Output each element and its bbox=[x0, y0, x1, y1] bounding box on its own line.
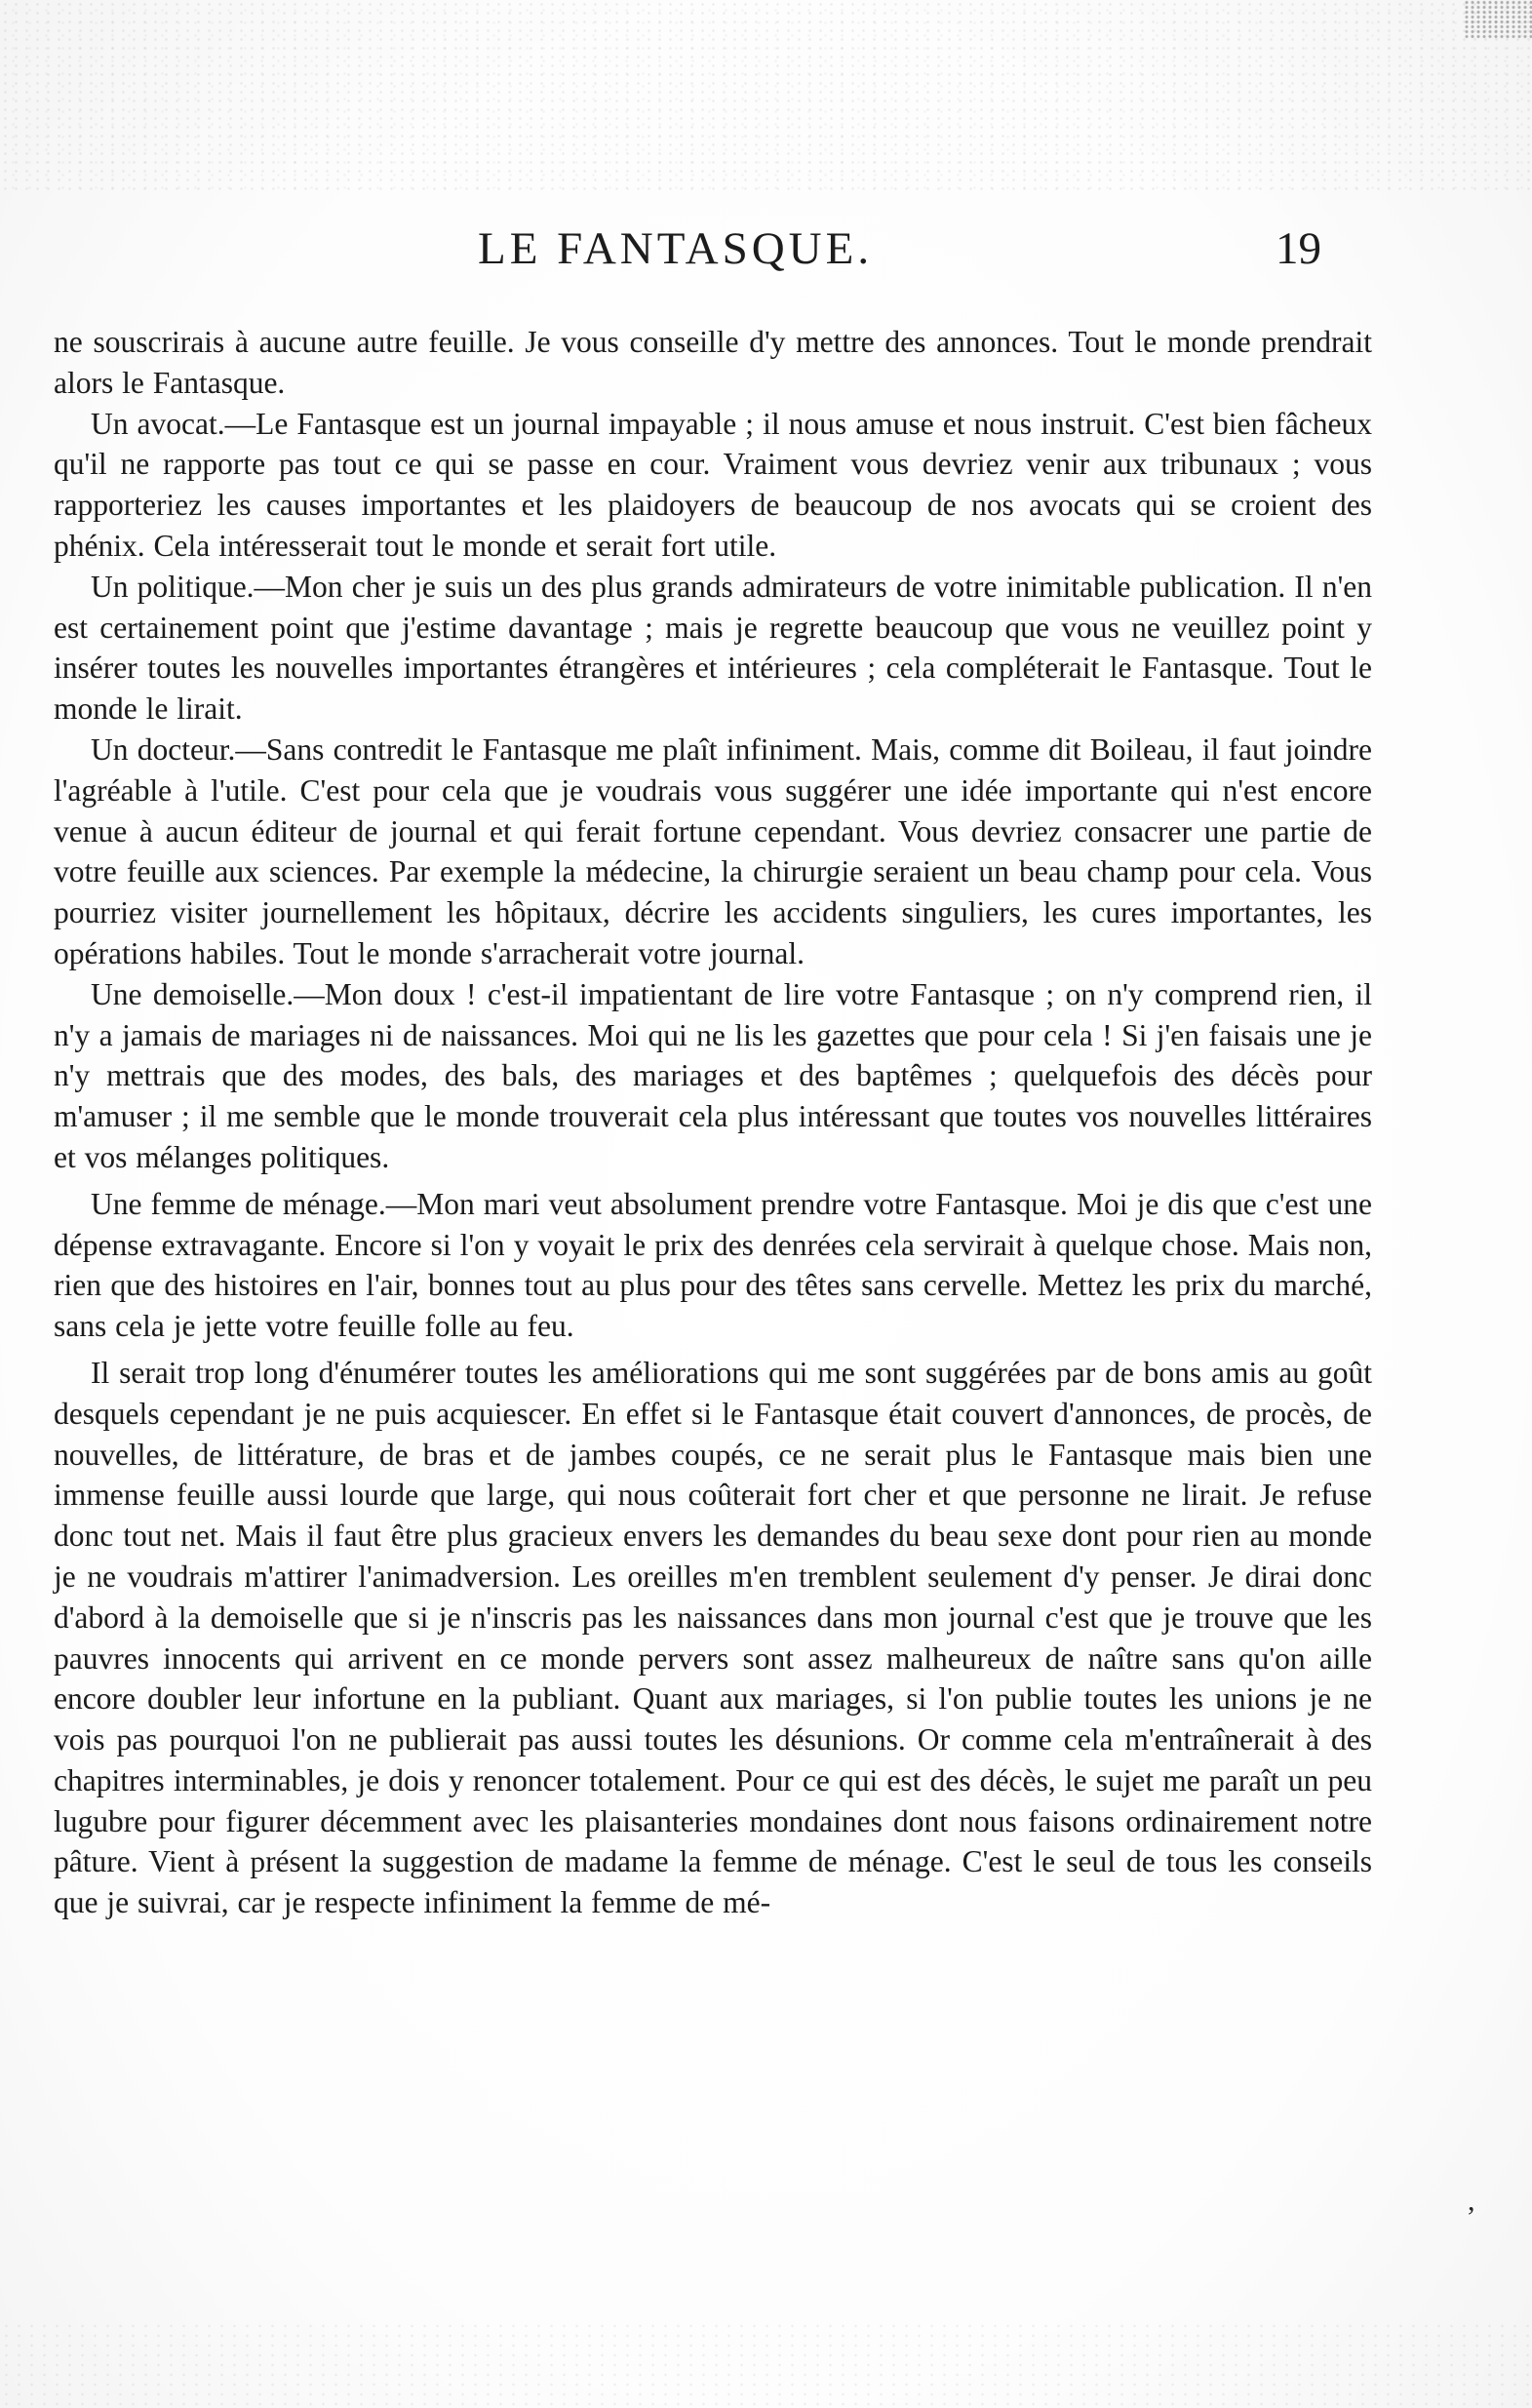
paragraph-politique: Un politique.—Mon cher je suis un des plus grands admirateurs de votre inimitable publication. Il n'en est certainement point que j'estime davantage ; mais je regrette beaucoup que vous ne veuillez point y insérer toutes les nouvelles importantes étrangères et intérieures ; cela compléterait le Fantasque. Tout le monde le lirait. bbox=[54, 569, 1372, 727]
paragraph-reponse: Il serait trop long d'énumérer toutes les améliorations qui me sont suggérées par de bons amis au goût desquels cependant je ne puis acquiescer. En effet si le Fantasque était couvert d'annonces, de procès, de nouvelles, de littérature, de bras et de jambes coupés, ce ne serait plus le Fantasque mais bien une immense feuille aussi lourde que large, qui nous coûterait fort cher et que personne ne lirait. Je refuse donc tout net. Mais il faut être plus gracieux envers les demandes du beau sexe dont pour rien au monde je ne voudrais m'attirer l'animadversion. Les oreilles m'en tremblent seulement d'y penser. Je dirai donc d'abord à la demoiselle que si je n'inscris pas les naissances dans mon journal c'est que je trouve que les pauvres innocents qui arrivent en ce monde pervers sont assez malheureux de naître sans qu'on aille encore doubler leur infortune en la publiant. Quant aux mariages, si l'on publie toutes les unions je ne vois pas pourquoi l'on ne publierait pas aussi toutes les désunions. Or comme cela m'entraînerait à des chapitres interminables, je dois y renoncer totalement. Pour ce qui est des décès, le sujet me paraît un peu lugubre pour figurer décemment avec les plaisanteries mondaines dont nous faisons ordinairement notre pâture. Vient à présent la suggestion de madame la femme de ménage. C'est le seul de tous les conseils que je suivrai, car je respecte infiniment la femme de mé- bbox=[54, 1355, 1372, 1920]
paragraph-demoiselle: Une demoiselle.—Mon doux ! c'est-il impatientant de lire votre Fantasque ; on n'y comprend rien, il n'y a jamais de mariages ni de naissances. Moi qui ne lis les gazettes que pour cela ! Si j'en faisais une je n'y mettrais que des modes, des bals, des mariages et des baptêmes ; quelquefois des décès pour m'amuser ; il me semble que le monde trouverait cela plus intéressant que toutes vos nouvelles littéraires et vos mélanges politiques. bbox=[54, 976, 1372, 1174]
paragraph-docteur: Un docteur.—Sans contredit le Fantasque me plaît infiniment. Mais, comme dit Boileau, il faut joindre l'agréable à l'utile. C'est pour cela que je voudrais vous suggérer une idée importante qui n'est encore venue à aucun éditeur de journal et qui ferait fortune cependant. Vous devriez consacrer une partie de votre feuille aux sciences. Par exemple la médecine, la chirurgie seraient un beau champ pour cela. Vous pourriez visiter journellement les hôpitaux, décrire les accidents singuliers, les cures importantes, les opérations habiles. Tout le monde s'arracherait votre journal. bbox=[54, 731, 1372, 970]
page-number: 19 bbox=[1276, 223, 1321, 274]
paragraph-continuation: ne souscrirais à aucune autre feuille. Je vous conseille d'y mettre des annonces. Tout le monde prendrait alors le Fantasque. bbox=[54, 325, 1372, 400]
paragraph-avocat: Un avocat.—Le Fantasque est un journal impayable ; il nous amuse et nous instruit. C'est bien fâcheux qu'il ne rapporte pas tout ce qui se passe en cour. Vraiment vous devriez venir aux tribunaux ; vous rapporteriez les causes importantes et les plaidoyers de beaucoup de nos avocats qui se croient des phénix. Cela intéresserait tout le monde et serait fort utile. bbox=[54, 406, 1372, 563]
paragraph-femme-de-menage: Une femme de ménage.—Mon mari veut absolument prendre votre Fantasque. Moi je dis que c'est une dépense extravagante. Encore si l'on y voyait le prix des denrées cela servirait à quelque chose. Mais non, rien que des histoires en l'air, bonnes tout au plus pour des têtes sans cervelle. Mettez les prix du marché, sans cela je jette votre feuille folle au feu. bbox=[54, 1186, 1372, 1344]
running-title: LE FANTASQUE. bbox=[478, 223, 874, 274]
ink-blot-corner bbox=[1464, 0, 1532, 39]
page-header bbox=[478, 222, 1355, 300]
stray-ink-mark: , bbox=[1468, 2185, 1475, 2217]
article-body bbox=[54, 322, 1372, 1923]
paper-speckle-top bbox=[0, 0, 1532, 195]
paper-speckle-bottom bbox=[0, 2321, 1532, 2408]
